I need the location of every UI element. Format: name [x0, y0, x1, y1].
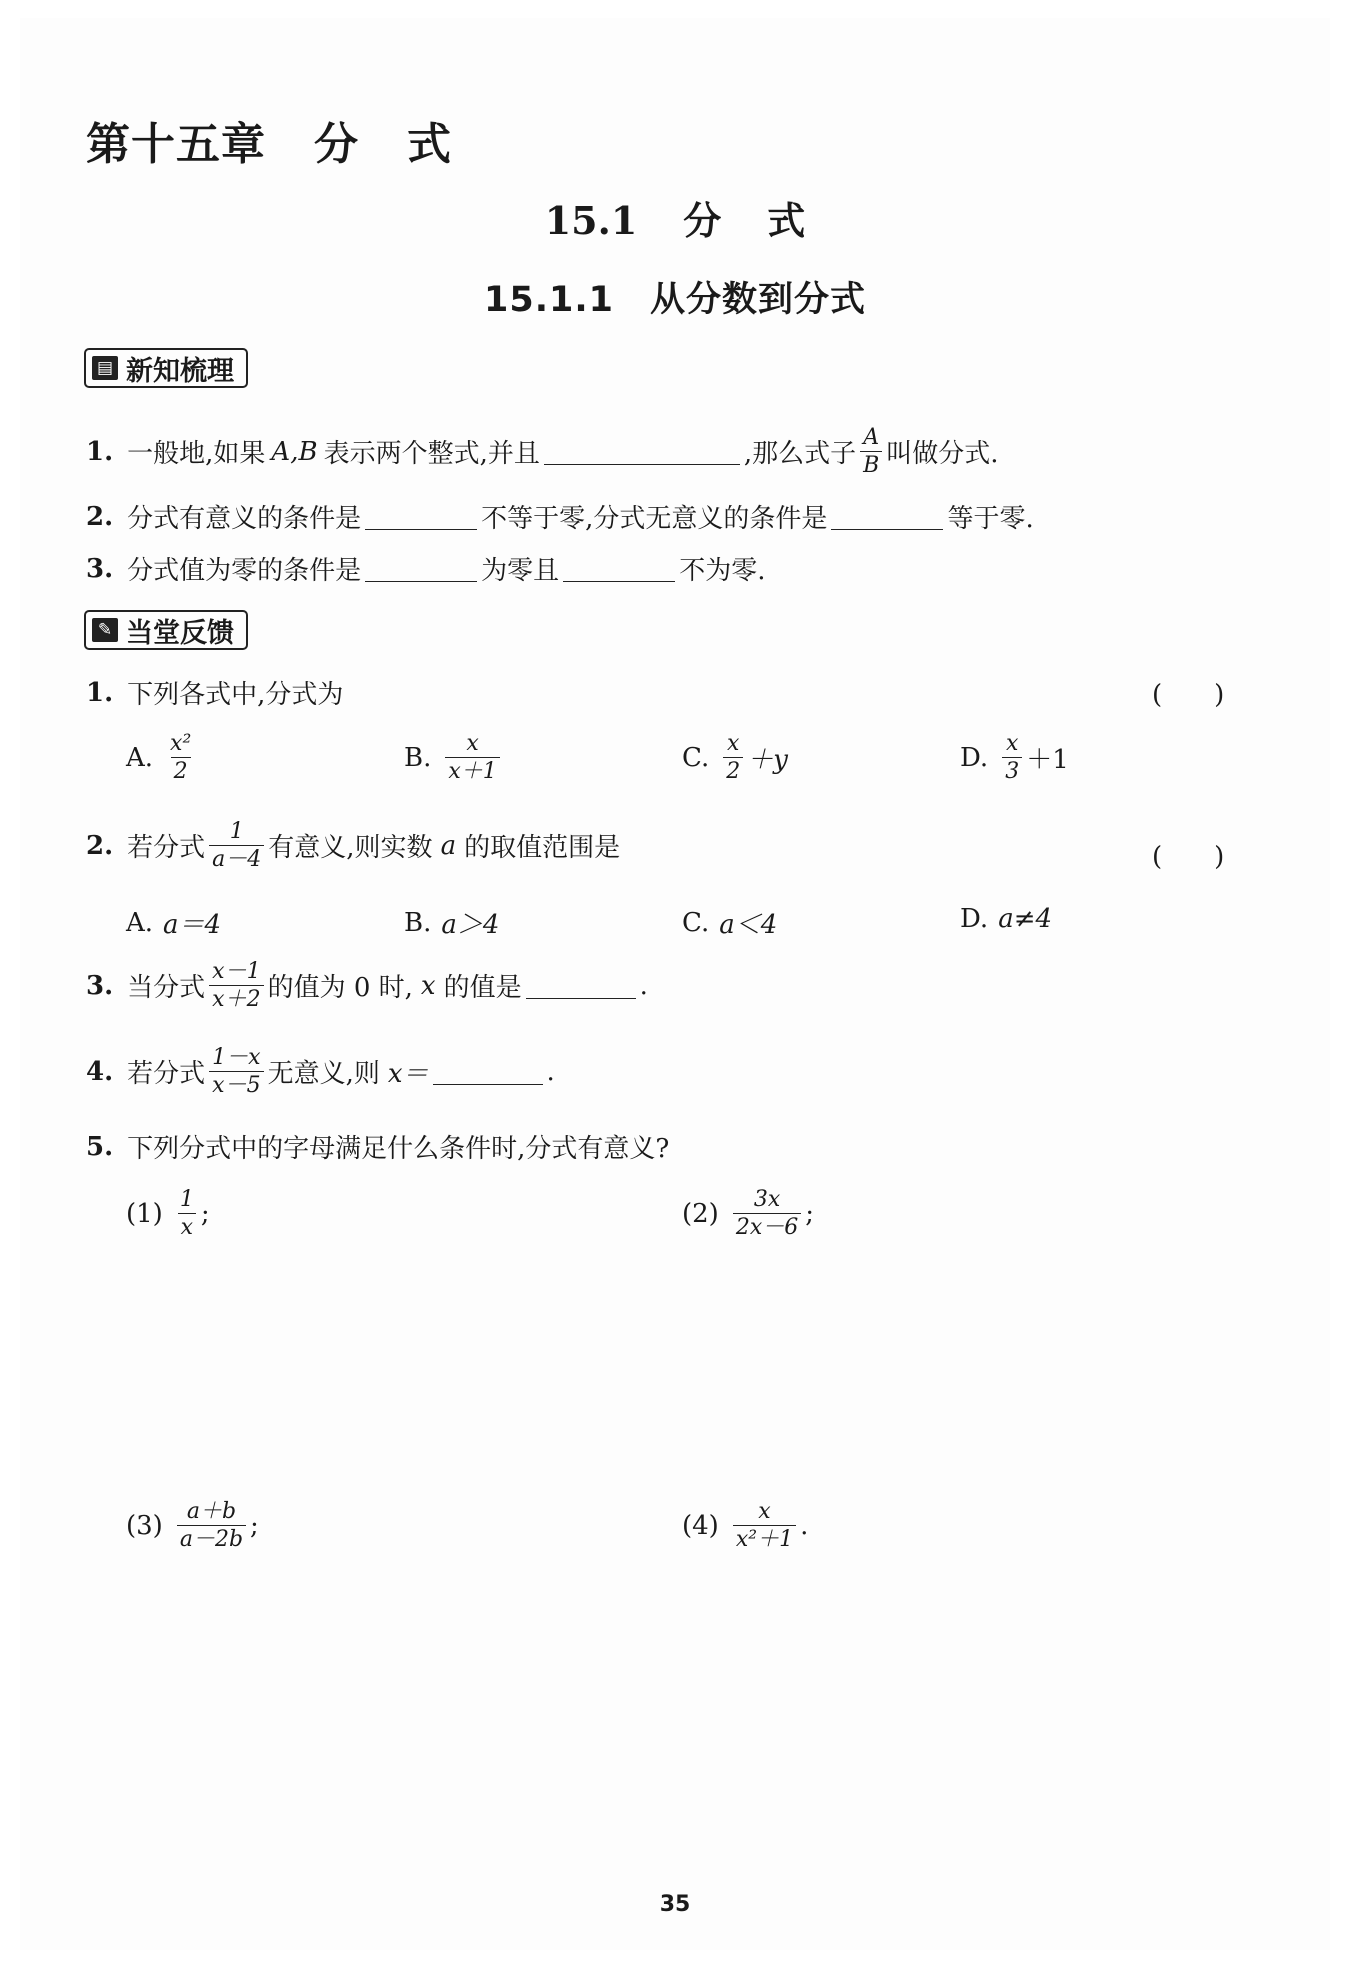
fraction-denominator: x－5 [209, 1071, 263, 1097]
item-text: 等于零. [947, 504, 1034, 534]
subquestion-fraction [733, 1188, 801, 1239]
subquestion-fraction [733, 1500, 796, 1551]
option-a[interactable] [126, 904, 221, 941]
question-text: 下列分式中的字母满足什么条件时,分式有意义? [127, 1134, 670, 1164]
fraction-numerator: x－1 [212, 959, 261, 984]
knowledge-item-3 [86, 550, 765, 587]
question-text: 若分式 [127, 833, 206, 864]
question-fraction [209, 960, 263, 1011]
subquestion-1 [126, 1188, 210, 1239]
fraction-denominator: a－4 [209, 845, 264, 871]
fraction-denominator: 3 [1002, 757, 1022, 783]
item-number: 1. [86, 436, 114, 467]
subsection-number: 15.1.1 [483, 280, 614, 320]
book-icon: ▤ [92, 356, 118, 380]
option-fraction [1002, 732, 1022, 783]
fraction-numerator: x [466, 731, 479, 756]
question-text: 的值为 0 时, [267, 973, 413, 1004]
chapter-number: 第十五章 [86, 119, 266, 170]
fraction-numerator: 3x [753, 1187, 781, 1212]
option-fraction [167, 732, 194, 783]
feedback-tag [84, 610, 248, 650]
question-number: 4. [86, 1056, 114, 1087]
subsection-name: 从分数到分式 [650, 280, 867, 320]
option-fraction [445, 732, 499, 783]
question-2 [86, 820, 620, 871]
item-text: ,那么式子 [743, 439, 857, 470]
answer-blank[interactable] [831, 503, 943, 530]
chapter-title [86, 108, 452, 172]
subquestion-punct: ; [250, 1510, 259, 1541]
fraction-numerator: x [1005, 731, 1019, 756]
item-text: 为零且 [481, 556, 560, 586]
fraction-denominator: x＋1 [445, 757, 499, 783]
chapter-title-char-1: 分 [314, 119, 359, 170]
question-text: . [639, 970, 648, 1001]
question-variable: x＝ [387, 1059, 429, 1090]
item-text: 分式值为零的条件是 [127, 556, 362, 586]
fraction-numerator: x [758, 1499, 771, 1524]
fraction-numerator: x [727, 731, 740, 756]
question-variable: x [420, 970, 436, 1001]
subquestion-fraction [177, 1500, 246, 1551]
fraction-denominator: B [860, 451, 882, 477]
subquestion-label: (1) [126, 1198, 163, 1229]
item-text: 叫做分式. [886, 439, 999, 470]
question-text: 无意义,则 [267, 1059, 380, 1090]
question-text: 有意义,则实数 [268, 833, 433, 864]
question-5 [86, 1128, 669, 1165]
fraction-denominator: x²＋1 [733, 1525, 796, 1551]
option-text: a＞4 [441, 910, 500, 940]
fraction-numerator: 1 [229, 819, 244, 844]
section-title-char-2: 式 [767, 198, 806, 243]
option-text: a＜4 [719, 910, 778, 940]
fraction-numerator: 1－x [212, 1045, 261, 1070]
option-label: A. [126, 907, 154, 938]
fraction-numerator: A [863, 425, 880, 450]
fraction-denominator: x＋2 [209, 985, 263, 1011]
subsection-title [0, 272, 1350, 322]
fraction-denominator: 2 [723, 757, 743, 783]
subquestion-3 [126, 1500, 259, 1551]
question-fraction [209, 1046, 263, 1097]
knowledge-item-1 [86, 426, 999, 477]
question-text: 的值是 [443, 973, 522, 1004]
option-text: a≠4 [998, 904, 1053, 934]
question-text: 下列各式中,分式为 [127, 680, 344, 710]
question-number: 5. [86, 1131, 114, 1162]
option-c[interactable] [682, 732, 788, 783]
fraction-denominator: 2x－6 [733, 1213, 801, 1239]
answer-blank[interactable] [526, 972, 636, 999]
answer-blank[interactable] [365, 503, 477, 530]
fraction-denominator: a－2b [177, 1525, 246, 1551]
answer-blank[interactable] [433, 1058, 543, 1085]
subquestion-label: (2) [682, 1198, 719, 1229]
option-text: ＋y [747, 745, 788, 776]
item-number: 3. [86, 553, 114, 584]
item-text: 一般地,如果 [127, 439, 266, 470]
answer-bracket[interactable]: ( ) [1152, 680, 1225, 710]
question-number: 3. [86, 970, 114, 1001]
question-3 [86, 960, 648, 1011]
fraction-numerator: a＋b [186, 1499, 237, 1524]
question-text: 的取值范围是 [464, 833, 621, 864]
page-number: 35 [659, 1892, 691, 1917]
item-text: 不为零. [679, 556, 766, 586]
option-label: B. [404, 907, 432, 938]
question-text: 若分式 [127, 1059, 206, 1090]
option-label: D. [960, 904, 989, 934]
question-number: 2. [86, 830, 114, 861]
feedback-tag-label: 当堂反馈 [126, 617, 234, 649]
option-text: ＋1 [1026, 745, 1069, 776]
item-text: 不等于零,分式无意义的条件是 [481, 504, 828, 534]
item-text: 表示两个整式,并且 [323, 439, 540, 470]
option-label: B. [404, 742, 432, 773]
answer-blank[interactable] [563, 555, 675, 582]
option-label: C. [682, 907, 710, 938]
subquestion-label: (4) [682, 1510, 719, 1541]
option-text: a＝4 [163, 910, 222, 940]
question-4 [86, 1046, 555, 1097]
fraction-numerator: x² [170, 731, 192, 756]
question-text: 当分式 [127, 973, 206, 1004]
subquestion-label: (3) [126, 1510, 163, 1541]
subquestion-punct: . [800, 1510, 809, 1541]
section-number: 15.1 [544, 198, 638, 243]
question-fraction [209, 820, 264, 871]
option-d[interactable] [960, 732, 1069, 783]
option-label: D. [960, 742, 989, 773]
option-d[interactable] [960, 904, 1052, 934]
option-label: C. [682, 742, 710, 773]
option-fraction [723, 732, 743, 783]
question-text: . [546, 1056, 555, 1087]
item-text: 分式有意义的条件是 [127, 504, 362, 534]
chapter-title-char-2: 式 [407, 119, 452, 170]
fraction-denominator: x [178, 1213, 196, 1239]
answer-blank[interactable] [544, 438, 740, 465]
question-1 [86, 674, 343, 711]
section-title [0, 190, 1350, 245]
pencil-icon: ✎ [92, 618, 118, 642]
fraction-a-over-b [860, 426, 882, 477]
option-a[interactable] [126, 732, 198, 783]
section-title-char-1: 分 [683, 198, 722, 243]
answer-blank[interactable] [365, 555, 477, 582]
item-number: 2. [86, 501, 114, 532]
option-label: A. [126, 742, 154, 773]
subquestion-punct: ; [805, 1198, 815, 1229]
review-tag-label: 新知梳理 [126, 355, 234, 387]
question-number: 1. [86, 677, 114, 708]
answer-bracket[interactable]: ( ) [1152, 842, 1225, 872]
subquestion-4 [682, 1500, 808, 1551]
option-b[interactable] [404, 904, 499, 941]
subquestion-punct: ; [200, 1198, 210, 1229]
subquestion-fraction [177, 1188, 197, 1239]
option-c[interactable] [682, 904, 777, 941]
knowledge-item-2 [86, 498, 1034, 535]
option-b[interactable] [404, 732, 504, 783]
subquestion-2 [682, 1188, 814, 1239]
question-variable: a [440, 830, 457, 861]
fraction-numerator: 1 [179, 1187, 194, 1212]
review-tag [84, 348, 248, 388]
fraction-denominator: 2 [171, 757, 191, 783]
item-variables: A,B [271, 436, 318, 467]
